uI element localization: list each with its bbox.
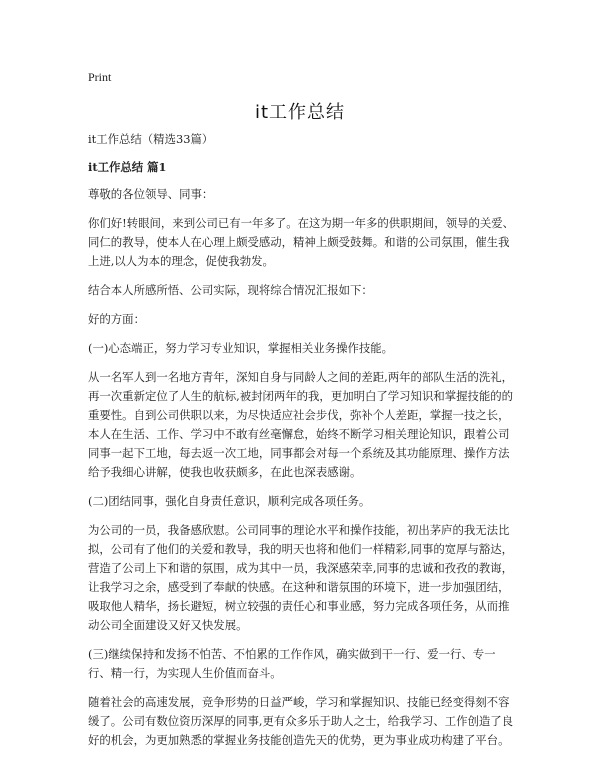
intro-paragraph: 你们好!转眼间，来到公司已有一年多了。在这为期一年多的供职期间，领导的关爱、同仁的教导，使本人在心理上颇受感动，精神上颇受鼓舞。和谐的公司氛围，催生我上进,以人为本的理念，促使我勃发。 xyxy=(88,216,515,268)
point-three-heading: (三)继续保持和发扬不怕苦、不怕累的工作作风，确实做到干一行、爱一行、专一行、精一行，为实现人生价值而奋斗。 xyxy=(88,647,496,680)
summary-intro-paragraph: 结合本人所感所悟、公司实际，现将综合情况汇报如下： xyxy=(88,283,373,297)
print-label: Print xyxy=(88,70,112,84)
section-heading: it工作总结 篇1 xyxy=(88,160,167,174)
point-one-heading: (一)心态端正，努力学习专业知识，掌握相关业务操作技能。 xyxy=(88,341,394,355)
point-one-body: 从一名军人到一名地方青年，深知自身与同龄人之间的差距,两年的部队生活的洗礼，再一次重新定位了人生的航标,被封闭两年的我，更加明白了学习知识和掌握技能的的重要性。自到公司供职以来，为尽快适应社会步伐，弥补个人差距，掌握一技之长，本人在生活、工作、学习中不敢有丝毫懈怠，始终不断学习相关理论知识，跟着公司同事一起下工地，每去返一次工地，同事都会对每一个系统及其功能原理、操作方法给予我细心讲解，使我也收获颇多，在此也深表感谢。 xyxy=(88,370,514,479)
point-two-heading: (二)团结同事，强化自身责任意识，顺利完成各项任务。 xyxy=(88,494,371,508)
salutation-paragraph: 尊敬的各位领导、同事： xyxy=(88,187,214,201)
good-aspects-label: 好的方面： xyxy=(88,312,145,326)
document-subtitle: it工作总结（精选33篇） xyxy=(88,132,214,146)
point-two-body: 为公司的一员，我备感欣慰。公司同事的理论水平和操作技能，初出茅庐的我无法比拟，公司有了他们的关爱和教导，我的明天也将和他们一样精彩,同事的宽厚与豁达，营造了公司上下和谐的氛围，成为其中一员，我深感荣幸,同事的忠诚和孜孜的教诲，让我学习之余，感受到了奉献的快感。在这种和谐氛围的环境下，进一步加强团结，吸取他人精华，扬长避短，树立较强的责任心和事业感，努力完成各项任务，从而推动公司全面建设又好又快发展。 xyxy=(88,523,514,632)
document-title: it工作总结 xyxy=(254,102,346,123)
document-body xyxy=(88,130,518,760)
point-three-body: 随着社会的高速发展，竞争形势的日益严峻，学习和掌握知识、技能已经变得刻不容缓了。公司有数位资历深厚的同事,更有众多乐于助人之士，给我学习、工作创造了良好的机会，为更加熟悉的掌握业务技能创造先天的优势，更为事业成功构建了平台。 xyxy=(88,695,514,747)
